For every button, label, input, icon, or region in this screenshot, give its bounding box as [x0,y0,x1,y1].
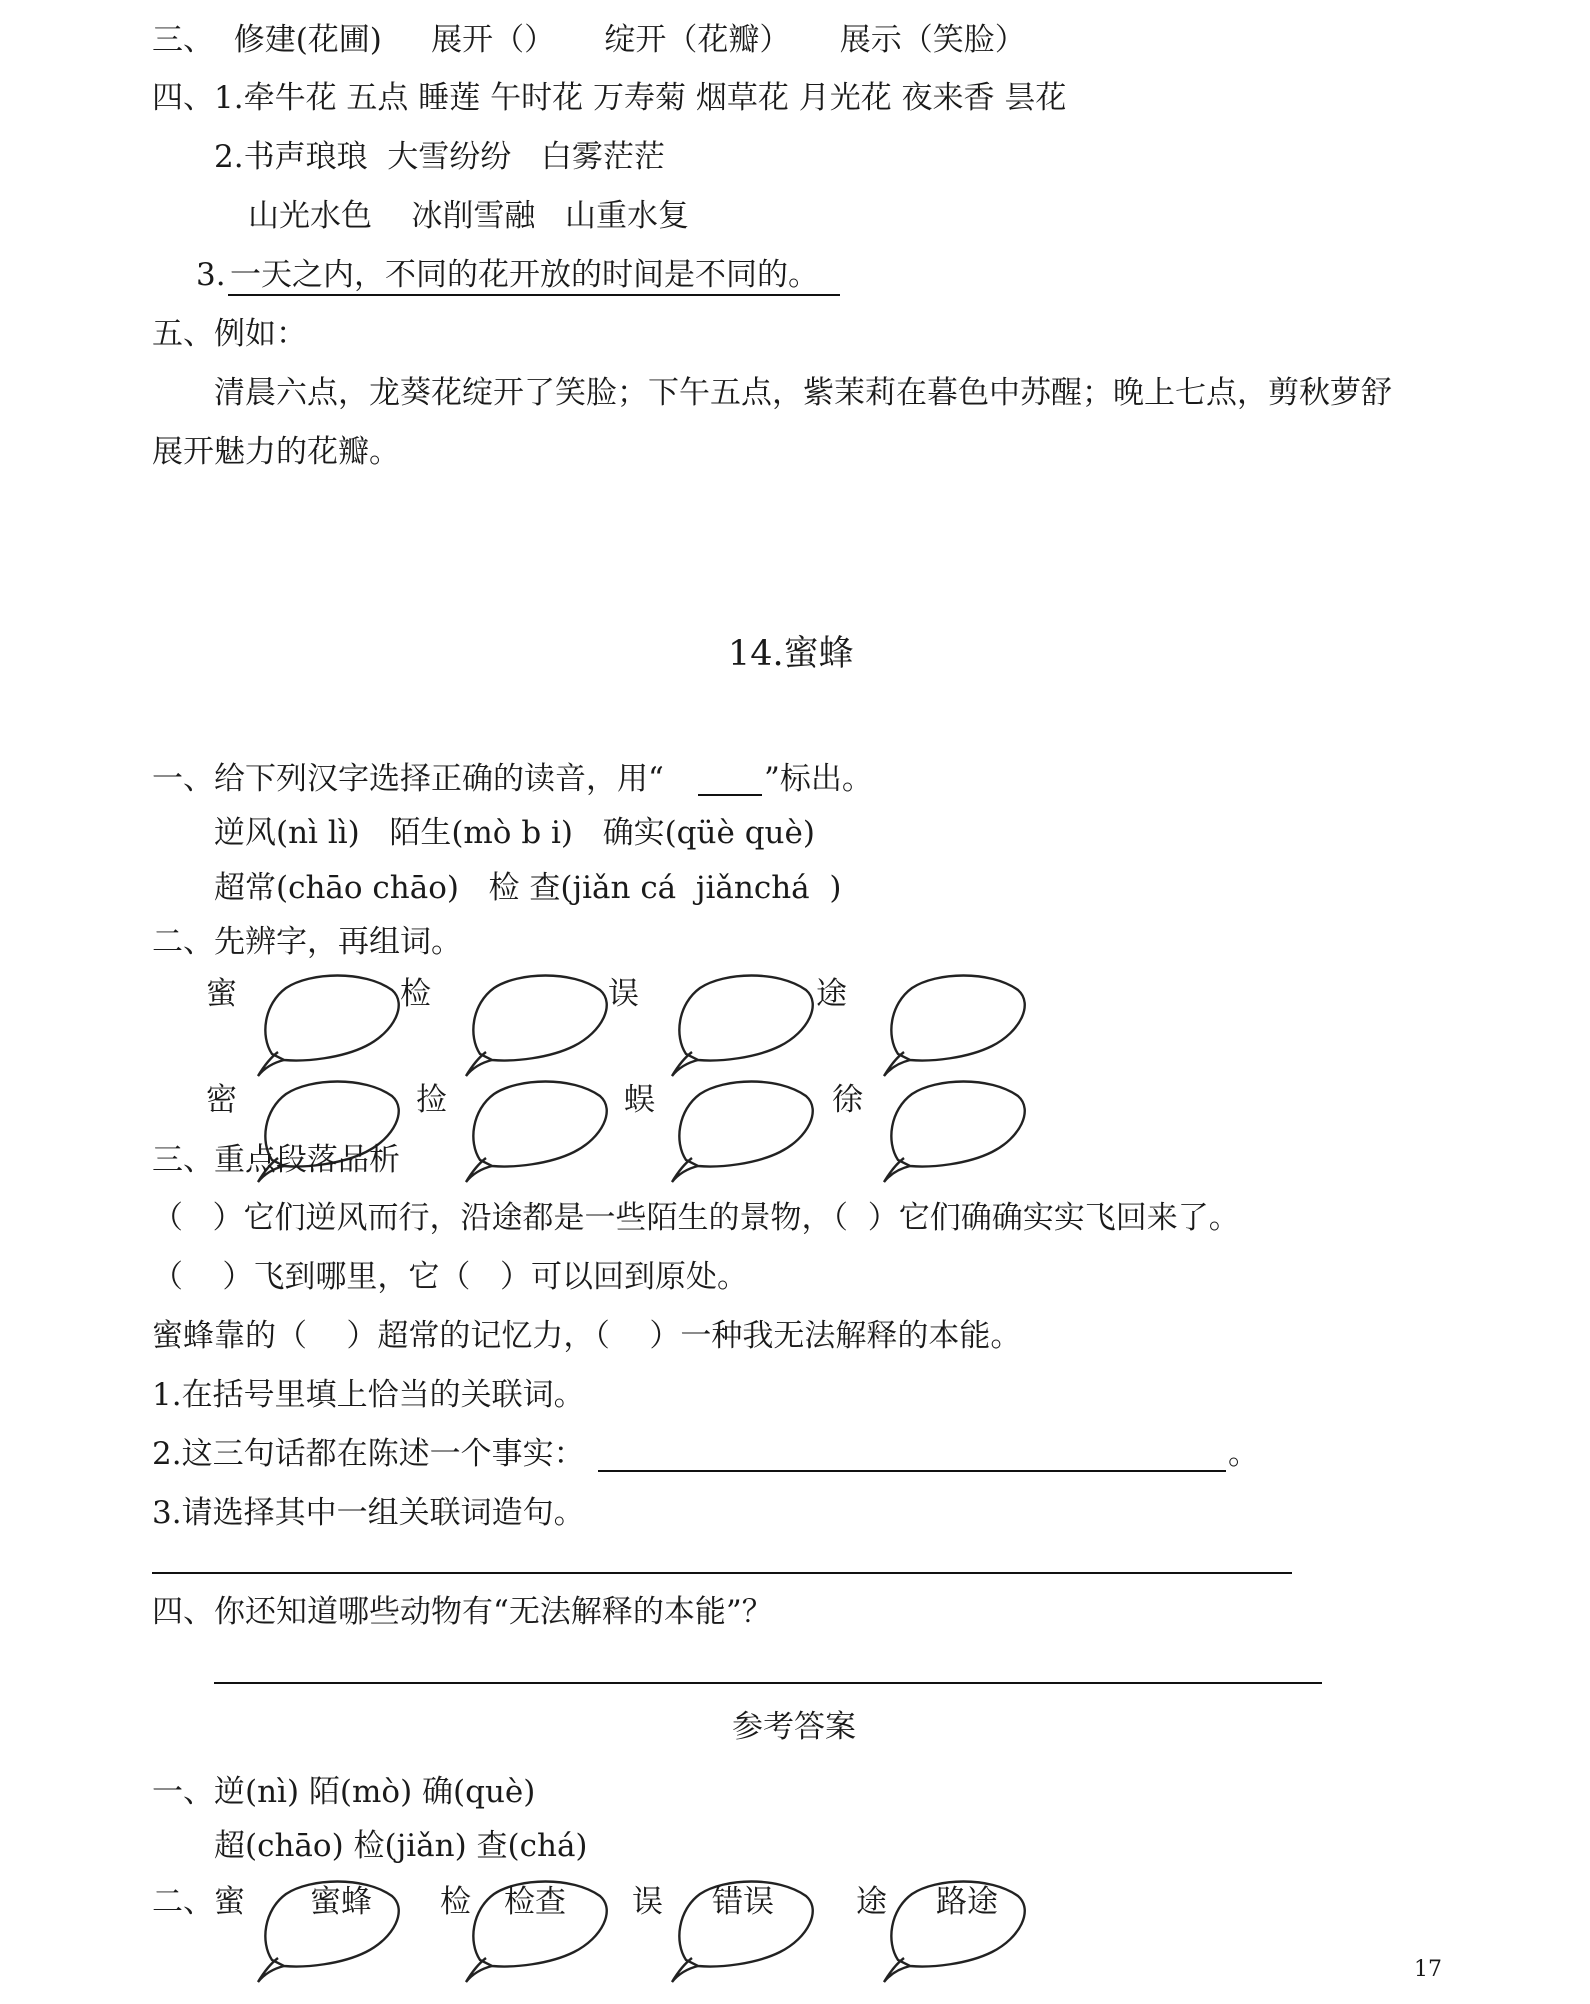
answer-2-word: 错误 [712,1884,774,1920]
lesson-title: 14.蜜蜂 [728,634,854,674]
q2-char: 检 [400,976,431,1012]
q2-char: 徐 [832,1082,863,1118]
answer-2-char: 途 [856,1884,887,1920]
q3-sentence-3: 蜜蜂靠的（ ）超常的记忆力，（ ）一种我无法解释的本能。 [152,1318,1022,1354]
leaf-answer-box[interactable] [462,974,612,1084]
answer-1-row-1: 一、逆(nì) 陌(mò) 确(què) [152,1774,536,1810]
q3-heading: 三、重点段落品析 [152,1142,400,1178]
q1-mark-blank [698,794,762,796]
answer-2-word: 路途 [936,1884,998,1920]
q1-heading-a: 一、给下列汉字选择正确的读音，用“ [152,761,664,797]
q2-char: 捡 [416,1082,447,1118]
q2-char: 蜜 [206,976,237,1012]
q3-item-2: 2.这三句话都在陈述一个事实： [152,1436,585,1472]
answer-2-char: 检 [440,1884,471,1920]
q1-row-1: 逆风(nì lì) 陌生(mò b i) 确实(qüè què) [214,815,815,851]
leaf-answer-box[interactable] [668,974,818,1084]
q3-item-2-blank[interactable] [598,1470,1226,1472]
q3-item-1: 1.在括号里填上恰当的关联词。 [152,1377,585,1413]
q1-row-2: 超常(chāo chāo) 检 查(jiǎn cá jiǎnchá ) [214,870,842,906]
answer-1-row-2: 超(chāo) 检(jiǎn) 查(chá) [214,1828,588,1864]
leaf-answer-box[interactable] [880,1080,1030,1190]
q3-item-2-end: 。 [1228,1436,1259,1472]
answer-line-4-1: 四、1.牵牛花 五点 睡莲 午时花 万寿菊 烟草花 月光花 夜来香 昙花 [152,80,1067,116]
answer-line-4-3-text: 一天之内，不同的花开放的时间是不同的。 [230,257,819,293]
leaf-answer-box[interactable] [880,974,1030,1084]
answer-line-5-p1: 清晨六点，龙葵花绽开了笑脸；下午五点，紫茉莉在暮色中苏醒；晚上七点，剪秋萝舒 [214,375,1392,411]
answer-2-char: 蜜 [214,1884,245,1920]
answer-2-prefix: 二、 [152,1884,214,1920]
q2-heading: 二、先辨字，再组词。 [152,924,462,960]
answer-2-word: 蜜蜂 [310,1884,372,1920]
q2-char: 密 [206,1082,237,1118]
answer-line-4-2a: 2.书声琅琅 大雪纷纷 白雾茫茫 [214,139,665,175]
q3-sentence-1: （ ）它们逆风而行，沿途都是一些陌生的景物，（ ）它们确确实实飞回来了。 [152,1200,1240,1236]
q2-char: 蜈 [624,1082,655,1118]
q2-char: 误 [608,976,639,1012]
answer-line-5-head: 五、例如： [152,316,307,352]
q3-item-3-blank[interactable] [152,1572,1292,1574]
q2-char: 途 [816,976,847,1012]
answers-title: 参考答案 [732,1709,856,1745]
answer-2-char: 误 [632,1884,663,1920]
page-number: 17 [1414,1957,1442,1982]
q3-sentence-2: （ ）飞到哪里，它（ ）可以回到原处。 [152,1259,748,1295]
q1-heading-b: ”标出。 [764,761,873,797]
q3-item-3: 3.请选择其中一组关联词造句。 [152,1495,585,1531]
answer-line-3: 三、 修建(花圃) 展开（） 绽开（花瓣） 展示（笑脸） [152,22,1026,58]
leaf-answer-box[interactable] [254,974,404,1084]
underline-4-3 [228,294,840,296]
q4-answer-blank[interactable] [214,1682,1322,1684]
answer-line-4-2b: 山光水色 冰削雪融 山重水复 [248,198,689,234]
q4-heading: 四、你还知道哪些动物有“无法解释的本能”？ [152,1594,773,1630]
leaf-answer-box[interactable] [462,1080,612,1190]
answer-line-5-p2: 展开魅力的花瓣。 [152,434,400,470]
answer-2-word: 检查 [504,1884,566,1920]
leaf-answer-box[interactable] [668,1080,818,1190]
answer-line-4-3-num: 3. [196,257,226,293]
